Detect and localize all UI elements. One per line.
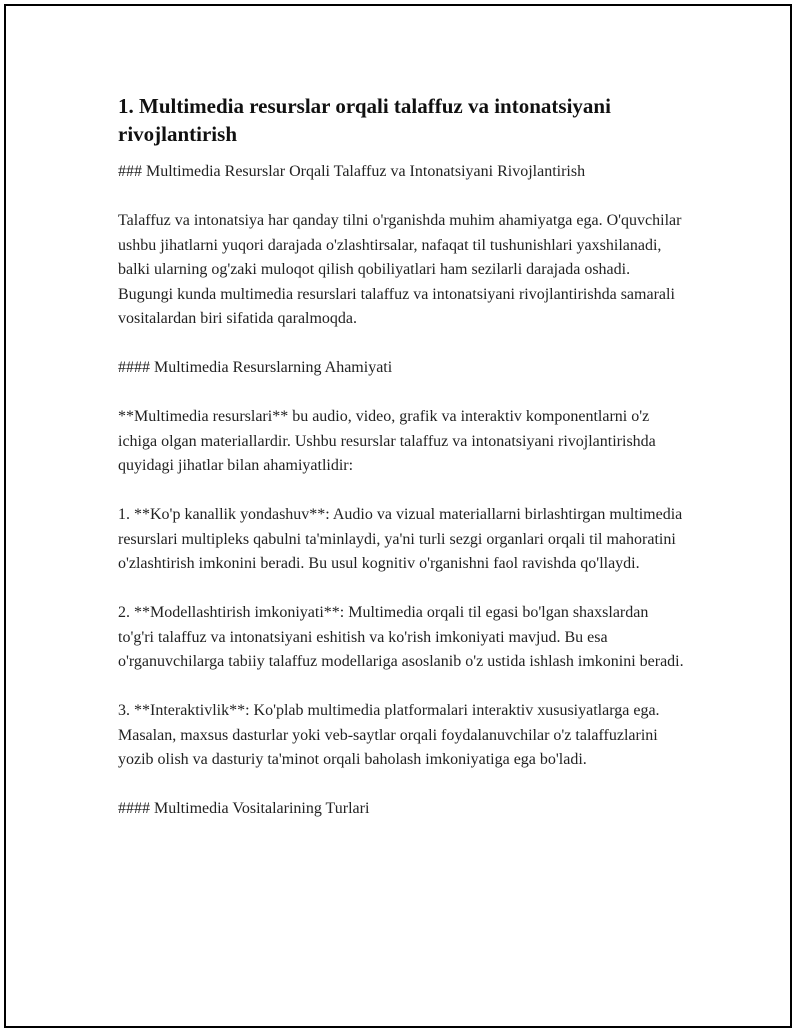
list-item-1: 1. **Ko'p kanallik yondashuv**: Audio va vizual materiallarni birlashtirgan multimedia resurslari multipleks qabulni ta'minlaydi, ya'ni turli sezgi organlari orqali til mahoratini o'zlashtirish imkonini beradi. Bu usul kognitiv o'rganishni faol ravishda qo'llaydi.	[118, 506, 683, 572]
heading-importance: #### Multimedia Resurslarning Ahamiyati	[118, 359, 393, 376]
document-body	[118, 92, 688, 846]
list-item-2: 2. **Modellashtirish imkoniyati**: Multimedia orqali til egasi bo'lgan shaxslardan to'g'ri talaffuz va intonatsiyani eshitish va ko'rish imkoniyati mavjud. Bu esa o'rganuvchilarga tabiiy talaffuz modellariga asoslanib o'z ustida ishlash imkonini beradi.	[118, 604, 684, 670]
document-title: 1. Multimedia resurslar orqali talaffuz va intonatsiyani rivojlantirish	[118, 94, 611, 146]
heading-section: ### Multimedia Resurslar Orqali Talaffuz va Intonatsiyani Rivojlantirish	[118, 163, 586, 180]
definition-paragraph: **Multimedia resurslari** bu audio, video, grafik va interaktiv komponentlarni o'z ichiga olgan materiallardir. Ushbu resurslar talaffuz va intonatsiyani rivojlantirishda quyidagi jihatlar bilan ahamiyatlidir:	[118, 408, 656, 474]
intro-paragraph: Talaffuz va intonatsiya har qanday tilni o'rganishda muhim ahamiyatga ega. O'quvchilar ushbu jihatlarni yuqori darajada o'zlashtirsalar, nafaqat til tushunishlari yaxshilanadi, balki ularning og'zaki muloqot qilish qobiliyatlari ham sezilarli darajada oshadi. Bugungi kunda multimedia resurslari talaffuz va intonatsiyani rivojlantirishda samarali vositalardan biri sifatida qaralmoqda.	[118, 212, 682, 327]
list-item-3: 3. **Interaktivlik**: Ko'plab multimedia platformalari interaktiv xususiyatlarga ega. Masalan, maxsus dasturlar yoki veb-saytlar orqali foydalanuvchilar o'z talaffuzlarini yozib olish va dasturiy ta'minot orqali baholash imkoniyatiga ega bo'ladi.	[118, 702, 660, 768]
heading-tool-types: #### Multimedia Vositalarining Turlari	[118, 800, 370, 817]
